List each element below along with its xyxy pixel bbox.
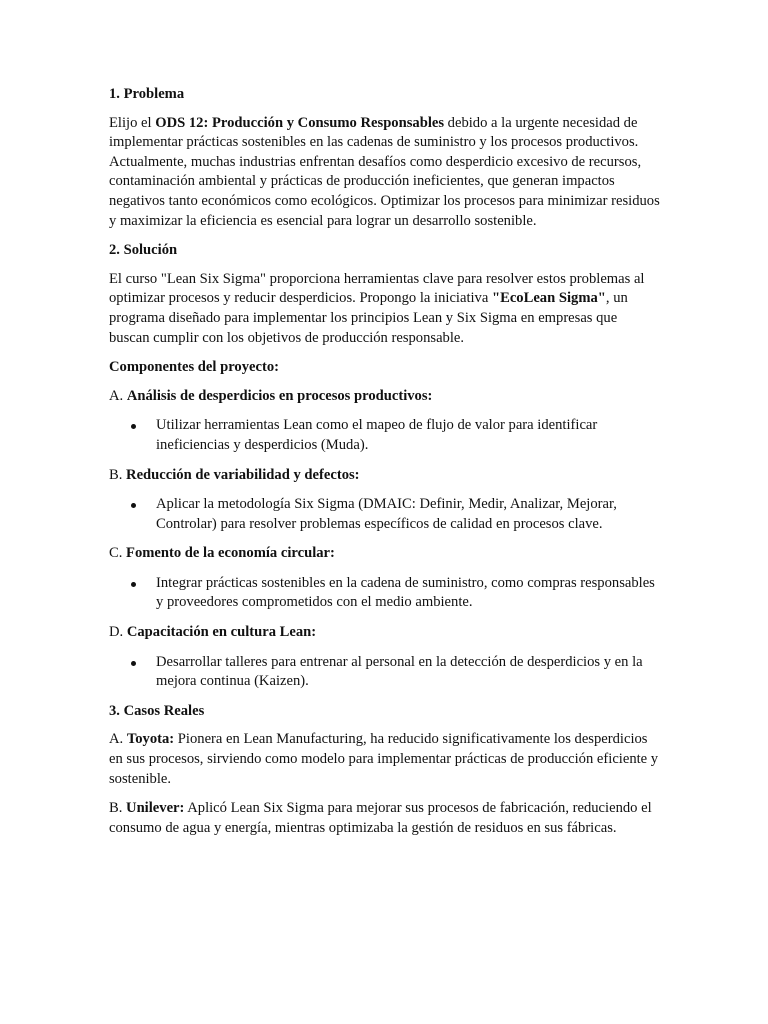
text-run: Elijo el bbox=[109, 114, 156, 131]
component-letter: A. bbox=[109, 387, 127, 404]
components-heading: Componentes del proyecto: bbox=[109, 359, 279, 376]
list-item bbox=[109, 495, 661, 534]
section-heading-casos: 3. Casos Reales bbox=[109, 702, 205, 719]
bullet-text: Aplicar la metodología Six Sigma (DMAIC: Definir, Medir, Analizar, Mejorar, Controlar) para resolver problemas específicos de calidad en procesos clave. bbox=[156, 496, 617, 532]
text-run: , un programa diseñado para implementar los principios Lean y Six Sigma en empresas que buscan cumplir con los objetivos de producción responsable. bbox=[109, 290, 628, 346]
component-title: Fomento de la economía circular: bbox=[126, 545, 335, 562]
case-text: Pionera en Lean Manufacturing, ha reducido significativamente los desperdicios en sus procesos, sirviendo como modelo para implementar prácticas de producción eficiente y sostenible. bbox=[109, 731, 659, 787]
case-text: Aplicó Lean Six Sigma para mejorar sus procesos de fabricación, reduciendo el consumo de agua y energía, mientras optimizaba la gestión de residuos en sus fábricas. bbox=[109, 800, 652, 836]
list-item bbox=[109, 653, 661, 692]
problema-paragraph bbox=[109, 114, 661, 232]
bullet-dot-icon bbox=[131, 582, 136, 587]
text-run: debido a la urgente necesidad de implementar prácticas sostenibles en las cadenas de suministro y los procesos productivos. Actualmente, muchas industrias enfrentan desafíos como desperdicio excesivo de recursos, contaminación ambiental y prácticas de producción ineficientes, que generan impactos negativos tanto económicos como ecológicos. Optimizar los procesos para minimizar residuos y maximizar la eficiencia es esencial para lograr un desarrollo sostenible. bbox=[109, 114, 660, 229]
bullet-dot-icon bbox=[131, 424, 136, 429]
bullet-list bbox=[109, 653, 661, 692]
text-run: El curso "Lean Six Sigma" proporciona herramientas clave para resolver estos problemas al optimizar procesos y reducir desperdicios. Propongo la iniciativa bbox=[109, 270, 645, 307]
case-letter: B. bbox=[109, 800, 127, 817]
component-letter: D. bbox=[109, 624, 127, 641]
component-label-b bbox=[109, 466, 661, 486]
component-title: Reducción de variabilidad y defectos: bbox=[126, 466, 360, 483]
bullet-dot-icon bbox=[131, 503, 136, 508]
bullet-text: Integrar prácticas sostenibles en la cadena de suministro, como compras responsables y proveedores comprometidos con el medio ambiente. bbox=[156, 574, 655, 611]
bullet-text: Desarrollar talleres para entrenar al personal en la detección de desperdicios y en la mejora continua (Kaizen). bbox=[156, 653, 643, 690]
component-label-d bbox=[109, 623, 661, 643]
component-label-c bbox=[109, 544, 661, 564]
case-unilever bbox=[109, 799, 661, 838]
list-item bbox=[109, 416, 661, 455]
bullet-list bbox=[109, 495, 661, 534]
bullet-dot-icon bbox=[131, 661, 136, 666]
bullet-list bbox=[109, 574, 661, 613]
section-heading-solucion: 2. Solución bbox=[109, 242, 178, 259]
component-label-a bbox=[109, 387, 661, 407]
case-toyota bbox=[109, 730, 661, 789]
component-letter: B. bbox=[109, 466, 127, 483]
bold-text-ods12: ODS 12: Producción y Consumo Responsables bbox=[155, 114, 445, 131]
document-content bbox=[109, 85, 661, 848]
solucion-paragraph bbox=[109, 270, 661, 348]
list-item bbox=[109, 574, 661, 613]
case-letter: A. bbox=[109, 731, 127, 748]
component-title: Capacitación en cultura Lean: bbox=[126, 624, 317, 641]
bullet-text: Utilizar herramientas Lean como el mapeo de flujo de valor para identificar ineficiencias y desperdicios (Muda). bbox=[156, 417, 598, 453]
bullet-list bbox=[109, 416, 661, 455]
component-title: Análisis de desperdicios en procesos productivos: bbox=[126, 387, 433, 404]
bold-text-ecolean: "EcoLean Sigma" bbox=[491, 290, 606, 307]
case-name: Unilever: bbox=[126, 800, 185, 817]
section-heading-problema: 1. Problema bbox=[109, 86, 185, 102]
case-name: Toyota: bbox=[126, 731, 175, 748]
component-letter: C. bbox=[109, 545, 127, 562]
